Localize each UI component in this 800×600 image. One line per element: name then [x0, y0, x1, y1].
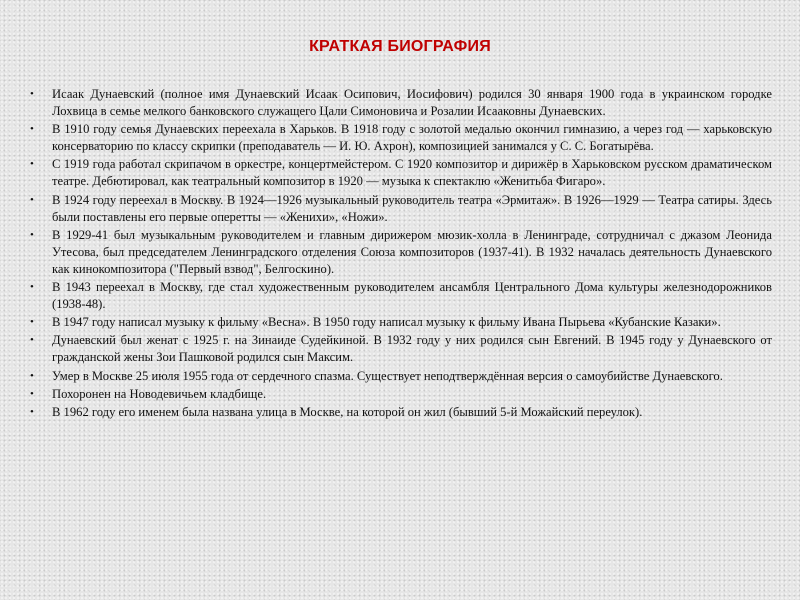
list-item-text: Исаак Дунаевский (полное имя Дунаевский Исаак Осипович, Иосифович) родился 30 января 1900 года в украинском городке Лохвица в семье мелкого банковского служащего Цали Симоновича и Розалии Исааковны Дунаевских.	[52, 87, 772, 119]
list-item	[30, 314, 772, 331]
list-item	[30, 368, 772, 385]
bullet-icon: •	[30, 158, 34, 171]
list-item-text: Похоронен на Новодевичьем кладбище.	[52, 386, 267, 401]
list-item	[30, 156, 772, 190]
list-item-text: В 1910 году семья Дунаевских переехала в Харьков. В 1918 году с золотой медалью окончил гимназию, а через год — харьковскую консерваторию по классу скрипки (преподаватель — И. Ю. Ахрон), композицией занимался у С. С. Богатырёва.	[52, 122, 772, 154]
list-item	[30, 121, 772, 155]
list-item	[30, 279, 772, 313]
list-item-text: В 1962 году его именем была названа улица в Москве, на которой он жил (бывший 5-й Можайский переулок).	[52, 404, 643, 419]
list-item-text: В 1929-41 был музыкальным руководителем и главным дирижером мюзик-холла в Ленинграде, сотрудничал с джазом Леонида Утесова, был председателем Ленинградского отделения Союза композиторов (1937-41). В 1932 началась деятельность Дунаевского как кинокомпозитора ("Первый взвод", Белгоскино).	[52, 227, 772, 276]
list-item	[30, 404, 772, 421]
list-item	[30, 86, 772, 120]
bullet-icon: •	[30, 369, 34, 382]
bullet-icon: •	[30, 123, 34, 136]
list-item	[30, 192, 772, 226]
list-item	[30, 386, 772, 403]
list-item	[30, 227, 772, 278]
list-item-text: С 1919 года работал скрипачом в оркестре, концертмейстером. С 1920 композитор и дирижёр в Харьковском русском драматическом театре. Дебютировал, как театральный композитор в 1920 — музыка к спектаклю «Женитьба Фигаро».	[52, 157, 772, 189]
bullet-icon: •	[30, 228, 34, 241]
list-item-text: В 1943 переехал в Москву, где стал художественным руководителем ансамбля Центрального Дома культуры железнодорожников (1938-48).	[52, 280, 772, 312]
bullet-icon: •	[30, 334, 34, 347]
list-item-text: В 1947 году написал музыку к фильму «Весна». В 1950 году написал музыку к фильму Ивана Пырьева «Кубанские Казаки».	[52, 315, 721, 330]
slide-title: КРАТКАЯ БИОГРАФИЯ	[309, 38, 491, 55]
bullet-icon: •	[30, 316, 34, 329]
bullet-icon: •	[30, 88, 34, 100]
bullet-icon: •	[30, 387, 34, 400]
bullet-icon: •	[30, 281, 34, 294]
biography-list	[30, 86, 772, 422]
bullet-icon: •	[30, 193, 34, 206]
bullet-icon: •	[30, 405, 34, 418]
list-item	[30, 332, 772, 366]
list-item-text: Дунаевский был женат с 1925 г. на Зинаиде Судейкиной. В 1932 году у них родился сын Евгений. В 1945 году у Дунаевского от гражданской жены Зои Пашковой родился сын Максим.	[52, 333, 772, 365]
list-item-text: В 1924 году переехал в Москву. В 1924—1926 музыкальный руководитель театра «Эрмитаж». В 1926—1929 — Театра сатиры. Здесь были поставлены его первые оперетты — «Женихи», «Ножи».	[52, 192, 772, 224]
list-item-text: Умер в Москве 25 июля 1955 года от сердечного спазма. Существует неподтверждённая версия о самоубийстве Дунаевского.	[52, 368, 723, 383]
